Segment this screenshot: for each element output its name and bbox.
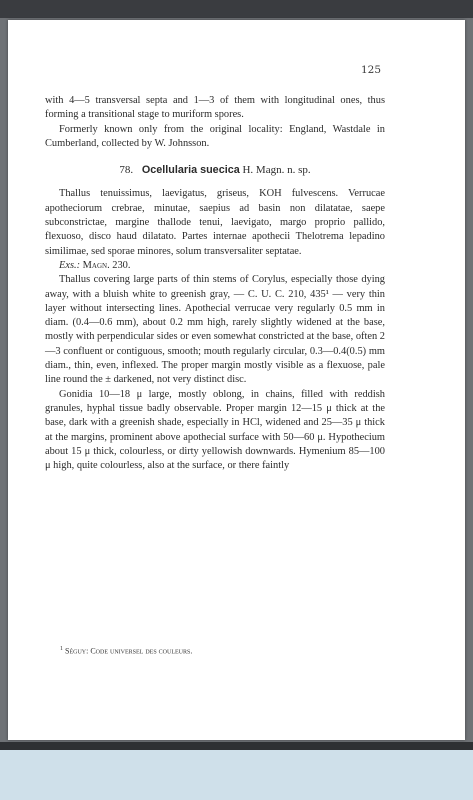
page-body	[45, 94, 385, 473]
species-number: 78.	[119, 164, 134, 177]
paragraph-locality: Formerly known only from the original locality: England, Wastdale in Cumberland, collected by W. Johnsson.	[45, 123, 385, 149]
species-heading	[45, 163, 385, 177]
exsiccata-value: Magn. 230.	[82, 259, 131, 271]
latin-description: Thallus tenuissimus, laevigatus, griseus, KOH fulvescens. Verrucae apotheciorum crebrae, minutae, saepius ad basin non dilatatae, saepe subconstrictae, margine thallode tenui, laevigato, margo proprio pallido, flexuoso, disco haud dilatato. Partes internae apothecii Thelotrema lepadino similimae, sed sporae minores, solum transversaliter septatae.	[45, 188, 385, 257]
paragraph-spores: with 4—5 transversal septa and 1—3 of them with longitudinal ones, thus forming a transitional stage to muriform spores.	[45, 95, 385, 121]
background-area	[0, 750, 473, 800]
footnote	[60, 646, 192, 656]
exsiccata-line	[45, 259, 385, 273]
viewer-top-bar	[0, 0, 473, 18]
viewer-bottom-bar	[0, 742, 473, 750]
species-author: H. Magn. n. sp.	[242, 164, 311, 177]
english-description-2: Gonidia 10—18 μ large, mostly oblong, in chains, filled with reddish granules, hyphal tissue badly observable. Proper margin 12—15 μ thick at the base, dark with a greenish shade, especially in HCl, widened and 25—35 μ thick at the margins, prominent above apothecial surface with 50—60 μ. Hypothecium about 15 μ thick, colourless, or dirty yellowish downwards. Hymenium 85—100 μ high, quite colourless, also at the surface, or there faintly	[45, 388, 385, 472]
species-name: Ocellularia suecica	[141, 164, 240, 177]
footnote-mark: 1	[60, 646, 63, 652]
document-page	[8, 20, 465, 740]
exsiccata-label: Exs.:	[59, 259, 81, 271]
footnote-text: Séguy: Code universel des couleurs.	[65, 646, 193, 656]
english-description-1: Thallus covering large parts of thin stems of Corylus, especially those dying away, with a bluish white to greenish gray, — C. U. C. 210, 435¹ — very thin layer without intersecting lines. Apothecial verrucae very regularly 0.5 mm in diam. (0.4—0.6 mm), about 0.2 mm high, rarely slightly widened at the base, mostly with perpendicular sides or even somewhat constricted at the base, often 2—3 confluent or contiguous, smooth; mouth regularly circular, 0.3—0.4(0.5) mm diam., thin, even, inflexed. The proper margin mostly visible as a flexuose, pale line round the ± darkened, not very distinct disc.	[45, 274, 385, 386]
page-number: 125	[360, 64, 381, 76]
